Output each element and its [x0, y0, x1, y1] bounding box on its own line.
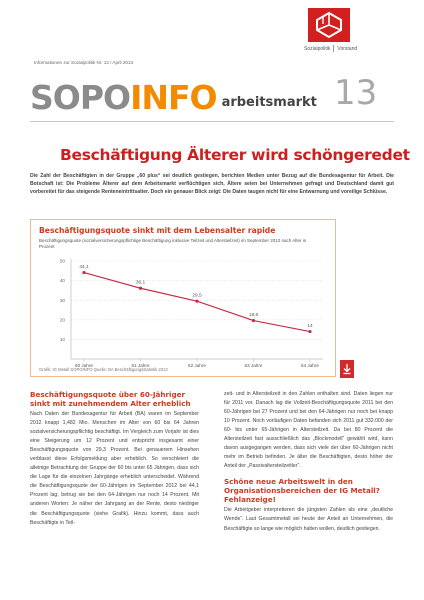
- masthead: [30, 78, 317, 117]
- right-body-text-2: Die Arbeitgeber interpretieren die jüngsten Zahlen als eine „deutliche Wende“. Laut Gesamtmetall sei heute der Anteil an Unternehmen, die Beschäftigte so lange wie möglich halten wollen, deutlich gestiegen.: [224, 507, 393, 532]
- data-point: [139, 287, 142, 290]
- left-body-text: Nach Daten der Bundesagentur für Arbeit (BA) waren im September 2012 knapp 1,482 Mio. Menschen im Alter von 60 bis 64 Jahren sozialversicherungspflichtig beschäftigt. Im Vergleich zum Vorjahr ist dies eine Steigerung um 12 Prozent und entspricht insgesamt einer Beschäftigungsquote von 29,3 Prozent. Bei genauerem Hinsehen verblasst diese Erfolgsmeldung aber erheblich. So verschleiert die alleinige Betrachtung der Gruppe der 60 bis unter 65 Jährigen, dass sich die Lage für die einzelnen Jahrgänge erheblich unterscheidet. Während die Beschäftigungsquote der 60-Jährigen im September 2012 bei 44,1 Prozent lag, betrug sie bei den 64-Jährigen nur noch 14 Prozent. Mit anderen Worten: Je näher der Jahrgang an der Rente, desto niedriger die Beschäftigungsquote (siehe Grafik). Hinzu kommt, dass auch Beschäftigte in Teil-: [30, 411, 199, 526]
- data-point: [195, 300, 198, 303]
- issue-info: Informationen zur Sozialpolitik Nr. 13 / April 2013: [34, 60, 134, 65]
- data-point: [82, 271, 85, 274]
- line-chart: [31, 220, 337, 378]
- brand-caption: [304, 45, 357, 52]
- chart-panel: [30, 219, 336, 377]
- x-tick-label: 60 Jahre: [75, 363, 93, 368]
- right-column: [224, 390, 393, 534]
- data-label: 14: [307, 324, 313, 330]
- x-tick-label: 62 Jahre: [188, 363, 206, 368]
- y-tick-label: 20: [59, 317, 65, 323]
- x-tick-label: 61 Jahre: [131, 363, 150, 368]
- intro-paragraph: Die Zahl der Beschäftigten in der Gruppe „60 plus“ sei deutlich gestiegen, berichten Medien unter Bezug auf die Bundesagentur für Arbeit. Die Botschaft ist: Die Probleme Älterer auf dem Arbeitsmarkt verflüchtigen sich, Ältere seien bei Unternehmen gefragt und Deutschland damit gut vorbereitet für das steigende Renteneintrittsalter. Doch ein genauer Blick zeigt: Die Daten taugen nicht für eine Entwarnung und voreilige Schlüsse.: [30, 173, 394, 196]
- left-column: [30, 390, 199, 528]
- data-point: [252, 319, 255, 322]
- masthead-sopo: SOPO: [30, 78, 131, 117]
- chart-subtitle: Beschäftigungsquote (sozialversicherungspflichtige Beschäftigung inklusive Teilzeit und Altersteilzeit) im September 2012 nach Alter in Prozent: [39, 238, 307, 250]
- download-icon[interactable]: [340, 360, 354, 378]
- board-label: Vorstand: [337, 45, 358, 52]
- issue-number: 13: [334, 73, 378, 113]
- data-label: 44,1: [79, 265, 89, 271]
- brand-divider: [333, 45, 334, 52]
- data-label: 29,5: [192, 293, 202, 299]
- chart-source: Grafik: IG Metall SOPOINFO Quelle: BA Beschäftigungsstatistik 2013: [39, 367, 168, 372]
- y-tick-label: 10: [59, 337, 65, 342]
- chart-title: Beschäftigungsquote sinkt mit dem Lebensalter rapide: [39, 226, 276, 235]
- section-heading-1: Beschäftigungsquote über 60-Jähriger sinkt mit zunehmendem Alter erheblich: [30, 390, 191, 408]
- right-body-text-1: zeit- und in Altersteilzeit in den Zahlen enthalten sind. Daten liegen nur für 2011 vor. Danach lag die Vollzeit-Beschäftigungsquote 2011 bei den 60-Jährigen bei 27 Prozent und bei den 64-Jährigen nur noch bei knapp 10 Prozent. Noch vorläufigen Daten befanden sich 2011 gut 332.000 der 60- bis unter 65-Jährigen in Altersteilzeit. Da bei 80 Prozent die Altersteilzeit fast ausschließlich das „Blockmodell“ gewählt wird, kann davon ausgegangen werden, dass sich viele der über 60-Jährigen nicht mehr im Betrieb befinden. Je älter die Beschäftigten, desto höher der Anteil der „Passivaltersteilzeitler“.: [224, 391, 393, 470]
- masthead-subtitle: arbeitsmarkt: [221, 95, 317, 110]
- x-tick-label: 63 Jahre: [244, 363, 263, 368]
- section-heading-2: Schöne neue Arbeitswelt in den Organisationsbereichen der IG Metall? Fehlanzeige!: [224, 477, 380, 505]
- data-point: [308, 330, 311, 333]
- data-label: 36,1: [135, 280, 146, 286]
- data-label: 19,6: [248, 313, 259, 319]
- page-title: Beschäftigung Älterer wird schöngeredet: [60, 146, 410, 164]
- unit-label: Sozialpolitik: [304, 45, 331, 52]
- masthead-info: INFO: [130, 78, 217, 117]
- top-rule: [30, 121, 394, 122]
- ig-metall-logo: [308, 8, 350, 42]
- x-tick-label: 64 Jahre: [301, 363, 319, 368]
- y-tick-label: 40: [59, 278, 65, 284]
- y-tick-label: 30: [59, 297, 65, 303]
- y-tick-label: 50: [59, 258, 65, 264]
